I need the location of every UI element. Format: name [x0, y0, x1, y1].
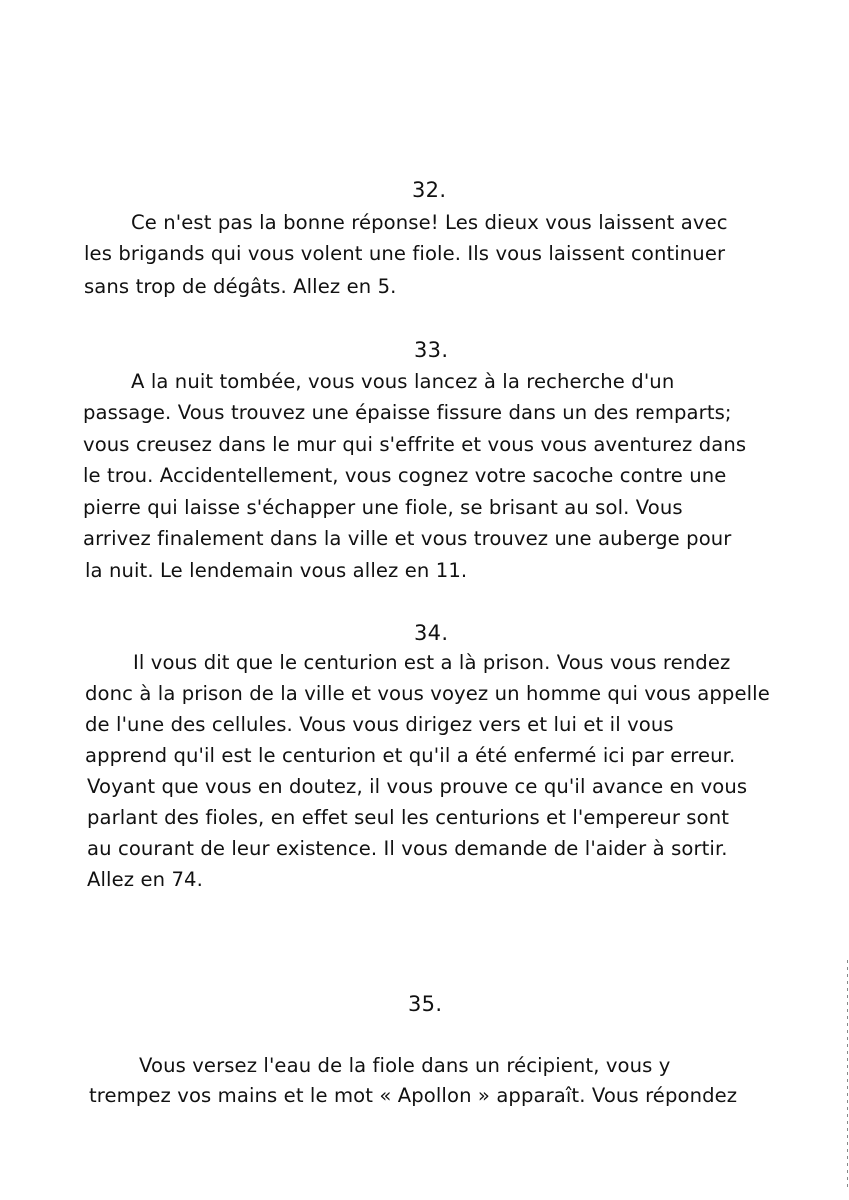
section-number-32: 32. — [412, 178, 447, 202]
section-number-35: 35. — [408, 992, 443, 1016]
section-33-line-6: arrivez finalement dans la ville et vous trouvez une auberge pour — [83, 527, 732, 550]
section-34-line-5: Voyant que vous en doutez, il vous prouve ce qu'il avance en vous — [87, 775, 748, 798]
section-33-line-3: vous creusez dans le mur qui s'effrite et vous vous aventurez dans — [83, 433, 747, 456]
section-34-line-4: apprend qu'il est le centurion et qu'il a été enfermé ici par erreur. — [85, 744, 736, 767]
section-32-line-1: Ce n'est pas la bonne réponse! Les dieux vous laissent avec — [131, 211, 728, 234]
scan-edge-mark — [847, 960, 848, 1190]
section-35-line-2: trempez vos mains et le mot « Apollon » apparaît. Vous répondez — [89, 1084, 738, 1107]
section-34-line-1: Il vous dit que le centurion est a là prison. Vous vous rendez — [133, 651, 731, 674]
section-number-33: 33. — [414, 338, 449, 362]
section-number-34: 34. — [414, 621, 449, 645]
section-34-line-8: Allez en 74. — [87, 868, 203, 891]
section-33-line-1: A la nuit tombée, vous vous lancez à la recherche d'un — [131, 370, 675, 393]
section-34-line-7: au courant de leur existence. Il vous demande de l'aider à sortir. — [87, 837, 728, 860]
section-32-line-3: sans trop de dégâts. Allez en 5. — [84, 275, 397, 298]
section-33-line-2: passage. Vous trouvez une épaisse fissure dans un des remparts; — [83, 401, 732, 424]
section-34-line-2: donc à la prison de la ville et vous voyez un homme qui vous appelle — [85, 682, 770, 705]
section-33-line-5: pierre qui laisse s'échapper une fiole, se brisant au sol. Vous — [83, 496, 683, 519]
section-33-line-4: le trou. Accidentellement, vous cognez votre sacoche contre une — [83, 464, 727, 487]
section-35-line-1: Vous versez l'eau de la fiole dans un récipient, vous y — [139, 1054, 671, 1077]
section-34-line-3: de l'une des cellules. Vous vous dirigez vers et lui et il vous — [85, 713, 674, 736]
section-32-line-2: les brigands qui vous volent une fiole. Ils vous laissent continuer — [84, 242, 726, 265]
section-34-line-6: parlant des fioles, en effet seul les centurions et l'empereur sont — [87, 806, 730, 829]
section-33-line-7: la nuit. Le lendemain vous allez en 11. — [85, 559, 468, 582]
